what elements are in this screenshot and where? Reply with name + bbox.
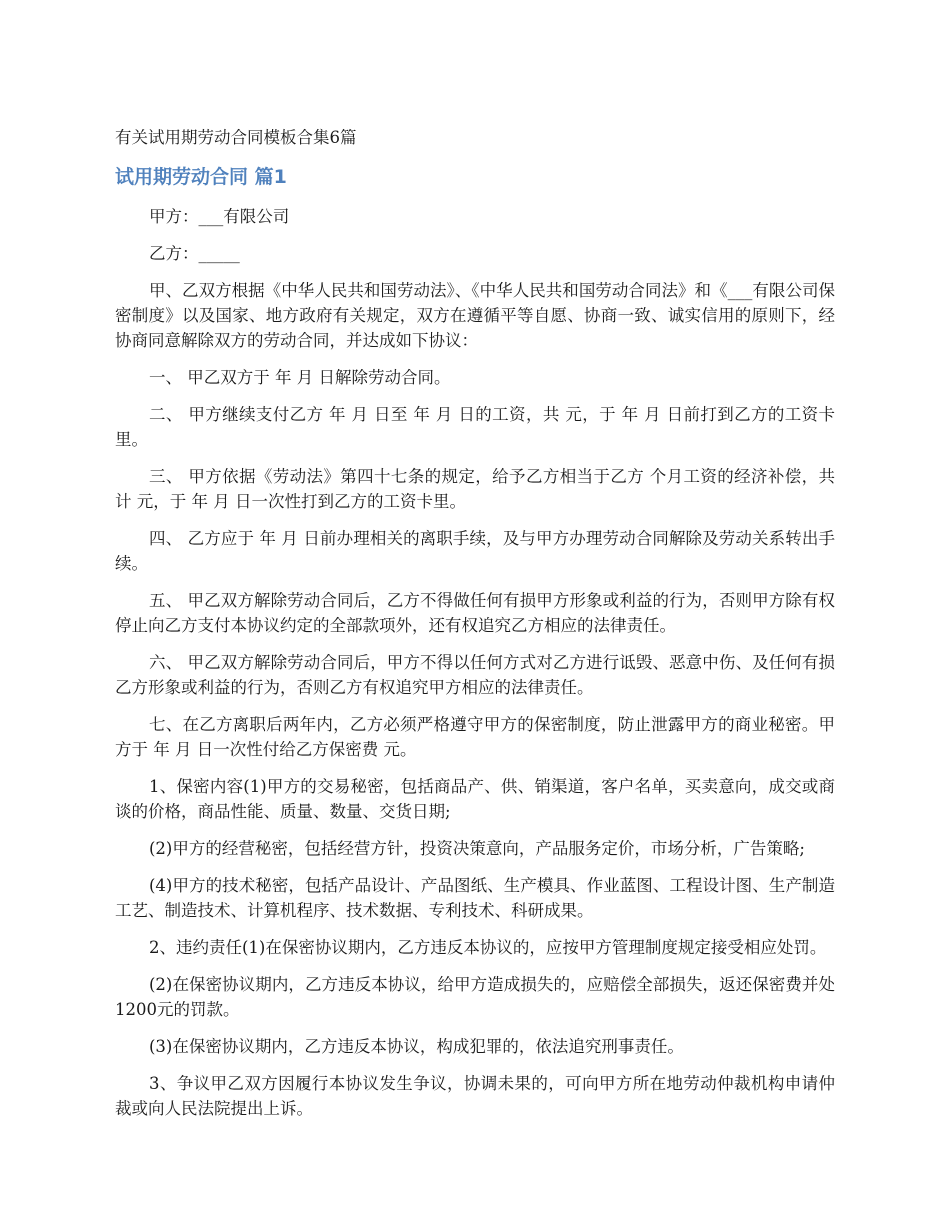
- clause-7: 七、在乙方离职后两年内，乙方必须严格遵守甲方的保密制度，防止泄露甲方的商业秘密。甲方于 年 月 日一次性付给乙方保密费 元。: [115, 715, 835, 759]
- clause-2: 二、 甲方继续支付乙方 年 月 日至 年 月 日的工资，共 元，于 年 月 日前打到乙方的工资卡里。: [115, 405, 835, 449]
- clause-1: 一、 甲乙双方于 年 月 日解除劳动合同。: [149, 368, 451, 387]
- confidentiality-content-2: (2)甲方的经营秘密，包括经营方针，投资决策意向，产品服务定价，市场分析，广告策略;: [149, 839, 805, 858]
- dispute-clause: 3、争议甲乙双方因履行本协议发生争议，协调未果的，可向甲方所在地劳动仲裁机构申请仲裁或向人民法院提出上诉。: [115, 1074, 835, 1118]
- section-heading: 试用期劳动合同 篇1: [115, 166, 287, 188]
- confidentiality-content-4: (4)甲方的技术秘密，包括产品设计、产品图纸、生产模具、作业蓝图、工程设计图、生产制造工艺、制造技术、计算机程序、技术数据、专利技术、科研成果。: [115, 876, 835, 920]
- liability-1: 2、违约责任(1)在保密协议期内，乙方违反本协议的，应按甲方管理制度规定接受相应处罚。: [149, 938, 827, 957]
- document-body: [115, 204, 835, 1133]
- document-title: 有关试用期劳动合同模板合集6篇: [115, 128, 357, 147]
- clause-5: 五、 甲乙双方解除劳动合同后，乙方不得做任何有损甲方形象或利益的行为，否则甲方除有权停止向乙方支付本协议约定的全部款项外，还有权追究乙方相应的法律责任。: [115, 591, 835, 635]
- preamble-paragraph: 甲、乙双方根据《中华人民共和国劳动法》、《中华人民共和国劳动合同法》和《___有限公司保密制度》以及国家、地方政府有关规定，双方在遵循平等自愿、协商一致、诚实信用的原则下，经协商同意解除双方的劳动合同，并达成如下协议：: [115, 281, 835, 350]
- party-a-line: 甲方：___有限公司: [149, 207, 290, 226]
- liability-3: (3)在保密协议期内，乙方违反本协议，构成犯罪的，依法追究刑事责任。: [149, 1037, 684, 1056]
- clause-6: 六、 甲乙双方解除劳动合同后，甲方不得以任何方式对乙方进行诋毁、恶意中伤、及任何有损乙方形象或利益的行为，否则乙方有权追究甲方相应的法律责任。: [115, 653, 835, 697]
- liability-2: (2)在保密协议期内，乙方违反本协议，给甲方造成损失的，应赔偿全部损失，返还保密费并处1200元的罚款。: [115, 975, 835, 1019]
- confidentiality-content-1: 1、保密内容(1)甲方的交易秘密，包括商品产、供、销渠道，客户名单，买卖意向，成交或商谈的价格，商品性能、质量、数量、交货日期;: [115, 777, 835, 821]
- party-b-line: 乙方：_____: [149, 244, 240, 263]
- clause-3: 三、 甲方依据《劳动法》第四十七条的规定，给予乙方相当于乙方 个月工资的经济补偿，共计 元，于 年 月 日一次性打到乙方的工资卡里。: [115, 467, 835, 511]
- clause-4: 四、 乙方应于 年 月 日前办理相关的离职手续，及与甲方办理劳动合同解除及劳动关系转出手续。: [115, 529, 835, 573]
